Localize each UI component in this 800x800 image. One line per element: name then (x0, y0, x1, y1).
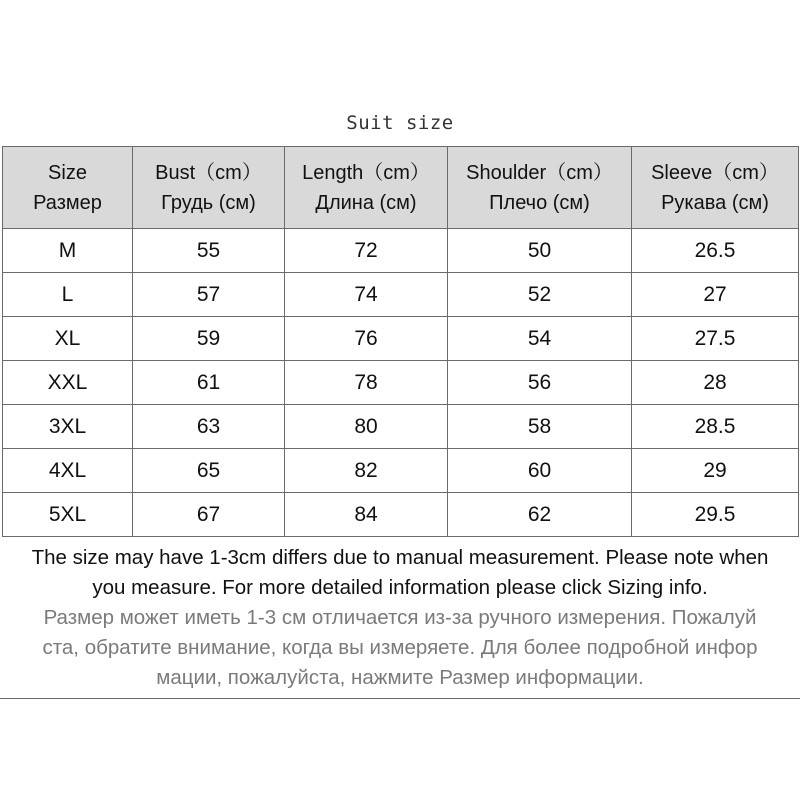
header-label-ru: Плечо (см) (489, 191, 590, 214)
cell-sleeve: 29.5 (632, 493, 799, 537)
table-row (3, 229, 799, 273)
cell-shoulder: 54 (448, 317, 632, 361)
header-label-ru: Грудь (см) (161, 191, 256, 214)
table-row (3, 493, 799, 537)
header-label-en: Size (48, 161, 87, 184)
header-label-ru: Размер (33, 191, 102, 214)
table-header-row (3, 147, 799, 229)
cell-shoulder: 60 (448, 449, 632, 493)
page-title: Suit size (346, 112, 454, 134)
cell-length: 82 (285, 449, 448, 493)
cell-size: 4XL (3, 449, 133, 493)
cell-size: 5XL (3, 493, 133, 537)
cell-shoulder: 62 (448, 493, 632, 537)
cell-size: XL (3, 317, 133, 361)
header-label-ru: Рукава (см) (661, 191, 769, 214)
table-row (3, 405, 799, 449)
header-length (285, 147, 448, 229)
size-table (2, 146, 799, 537)
cell-shoulder: 50 (448, 229, 632, 273)
note-en-line: you measure. For more detailed information please click Sizing info. (92, 576, 708, 599)
table-row (3, 317, 799, 361)
note-ru-line: мации, пожалуйста, нажмите Размер информации. (156, 666, 644, 689)
header-size (3, 147, 133, 229)
cell-size: M (3, 229, 133, 273)
header-label-en: Sleeve（cm） (651, 161, 779, 184)
cell-size: L (3, 273, 133, 317)
cell-length: 72 (285, 229, 448, 273)
note-ru-line: ста, обратите внимание, когда вы измеряете. Для более подробной инфор (42, 636, 758, 659)
cell-shoulder: 52 (448, 273, 632, 317)
cell-length: 76 (285, 317, 448, 361)
cell-bust: 59 (133, 317, 285, 361)
note-ru-line: Размер может иметь 1-3 см отличается из-за ручного измерения. Пожалуй (43, 606, 757, 629)
measurement-note (0, 541, 800, 699)
cell-bust: 57 (133, 273, 285, 317)
cell-sleeve: 28 (632, 361, 799, 405)
cell-length: 80 (285, 405, 448, 449)
cell-bust: 55 (133, 229, 285, 273)
header-label-en: Length（cm） (302, 161, 430, 184)
header-bust (133, 147, 285, 229)
cell-bust: 63 (133, 405, 285, 449)
table-row (3, 273, 799, 317)
header-label-ru: Длина (см) (315, 191, 417, 214)
table-row (3, 449, 799, 493)
cell-sleeve: 29 (632, 449, 799, 493)
cell-size: XXL (3, 361, 133, 405)
cell-sleeve: 27.5 (632, 317, 799, 361)
cell-length: 84 (285, 493, 448, 537)
header-label-en: Shoulder（cm） (466, 161, 613, 184)
cell-length: 74 (285, 273, 448, 317)
table-row (3, 361, 799, 405)
cell-length: 78 (285, 361, 448, 405)
cell-bust: 61 (133, 361, 285, 405)
cell-bust: 65 (133, 449, 285, 493)
cell-size: 3XL (3, 405, 133, 449)
cell-bust: 67 (133, 493, 285, 537)
cell-sleeve: 28.5 (632, 405, 799, 449)
header-shoulder (448, 147, 632, 229)
note-en-line: The size may have 1-3cm differs due to manual measurement. Please note when (31, 546, 769, 569)
cell-shoulder: 56 (448, 361, 632, 405)
cell-sleeve: 27 (632, 273, 799, 317)
header-label-en: Bust（cm） (155, 161, 262, 184)
cell-sleeve: 26.5 (632, 229, 799, 273)
header-sleeve (632, 147, 799, 229)
cell-shoulder: 58 (448, 405, 632, 449)
